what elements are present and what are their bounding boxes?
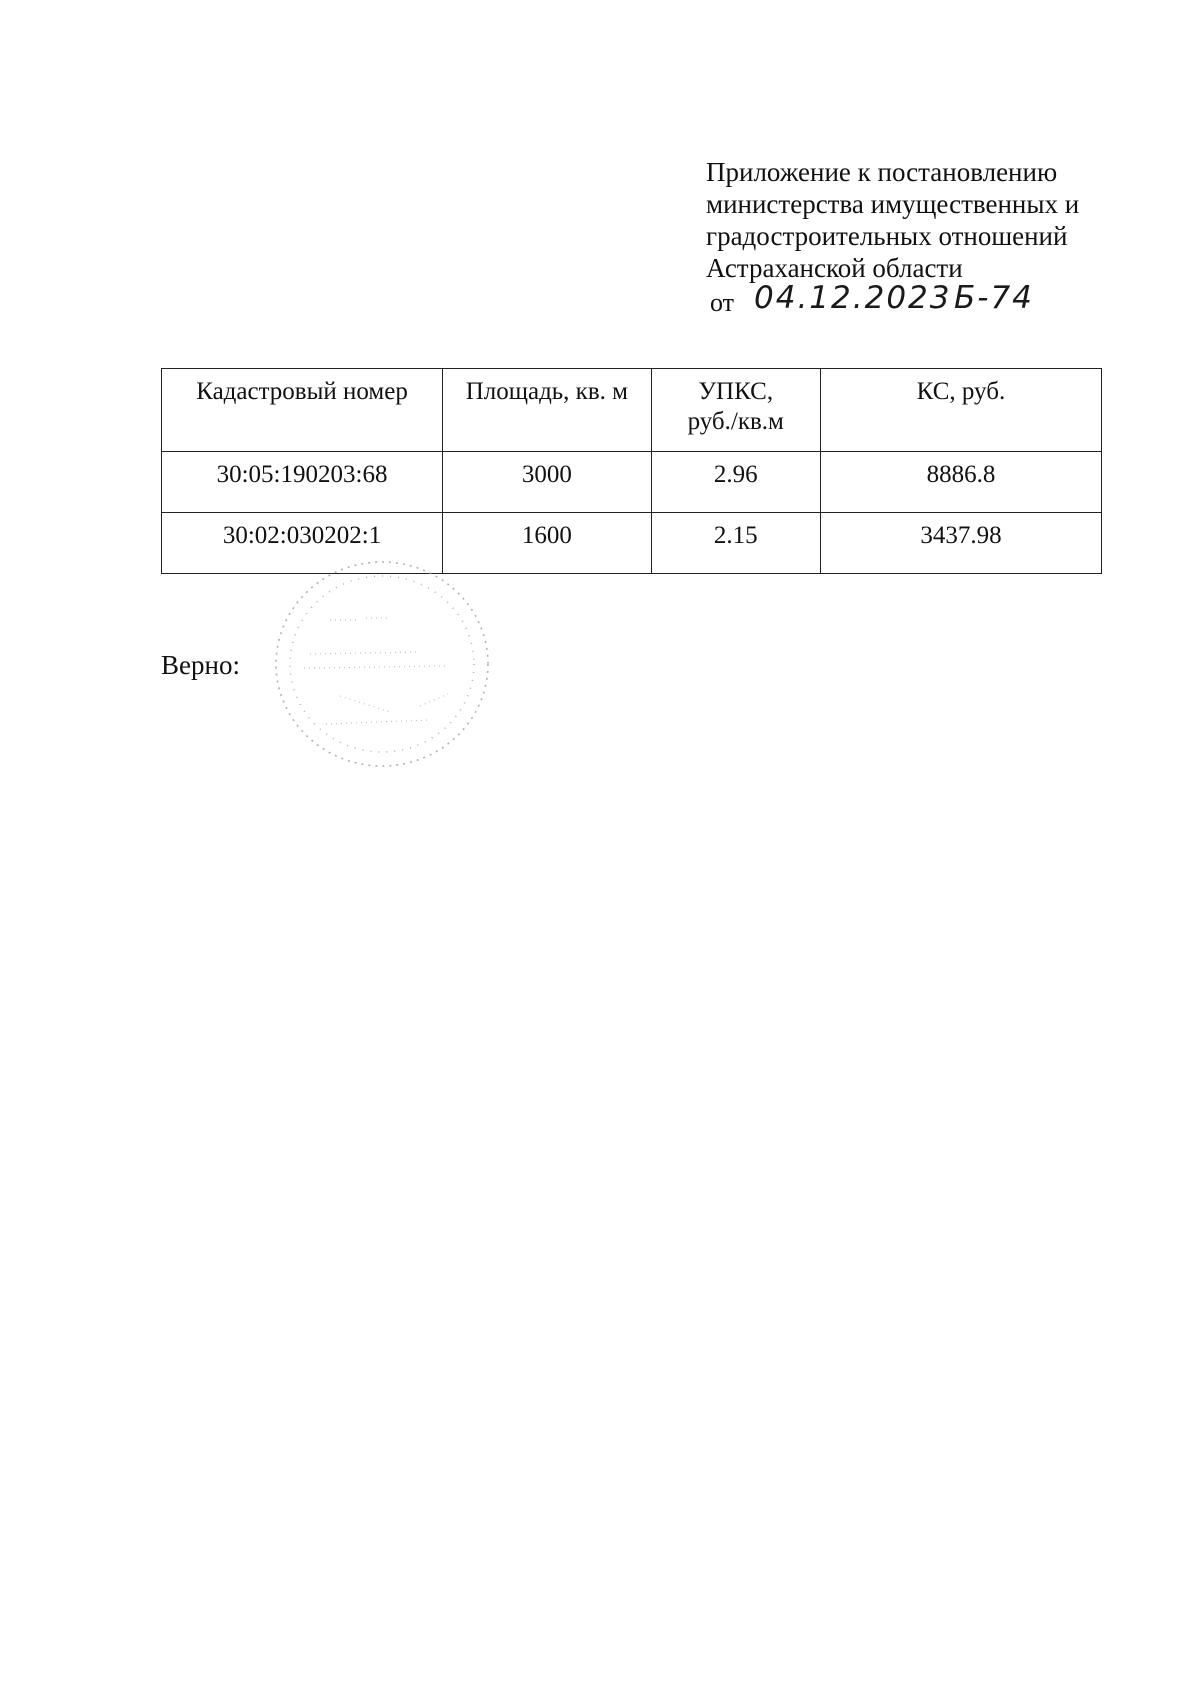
cell-cadastral-number: 30:05:190203:68 (162, 452, 443, 513)
cell-area: 3000 (443, 452, 652, 513)
document-header (706, 156, 1126, 284)
table-header-row (162, 369, 1102, 452)
handwritten-date: 04.12.2023 (754, 280, 952, 316)
header-line-3: градостроительных отношений (706, 221, 1068, 251)
header-line-4: Астраханской области (706, 253, 963, 283)
round-seal-stamp-icon (270, 556, 494, 772)
cell-upks: 2.96 (651, 452, 820, 513)
handwritten-number: Б-74 (954, 280, 1034, 316)
column-header-upks: УПКС, руб./кв.м (651, 369, 820, 452)
cell-ks: 3437.98 (820, 513, 1101, 574)
table-row (162, 452, 1102, 513)
column-header-ks: КС, руб. (820, 369, 1101, 452)
header-line-2: министерства имущественных и (706, 189, 1080, 219)
date-prefix: от (710, 288, 735, 317)
cell-upks: 2.15 (651, 513, 820, 574)
cell-cadastral-number: 30:02:030202:1 (162, 513, 443, 574)
cell-area: 1600 (443, 513, 652, 574)
column-header-area: Площадь, кв. м (443, 369, 652, 452)
column-header-cadastral-number: Кадастровый номер (162, 369, 443, 452)
cadastre-table (161, 368, 1102, 574)
header-line-1: Приложение к постановлению (706, 157, 1058, 187)
cell-ks: 8886.8 (820, 452, 1101, 513)
decree-date-line (710, 280, 1130, 328)
verno-label: Верно: (161, 650, 240, 680)
